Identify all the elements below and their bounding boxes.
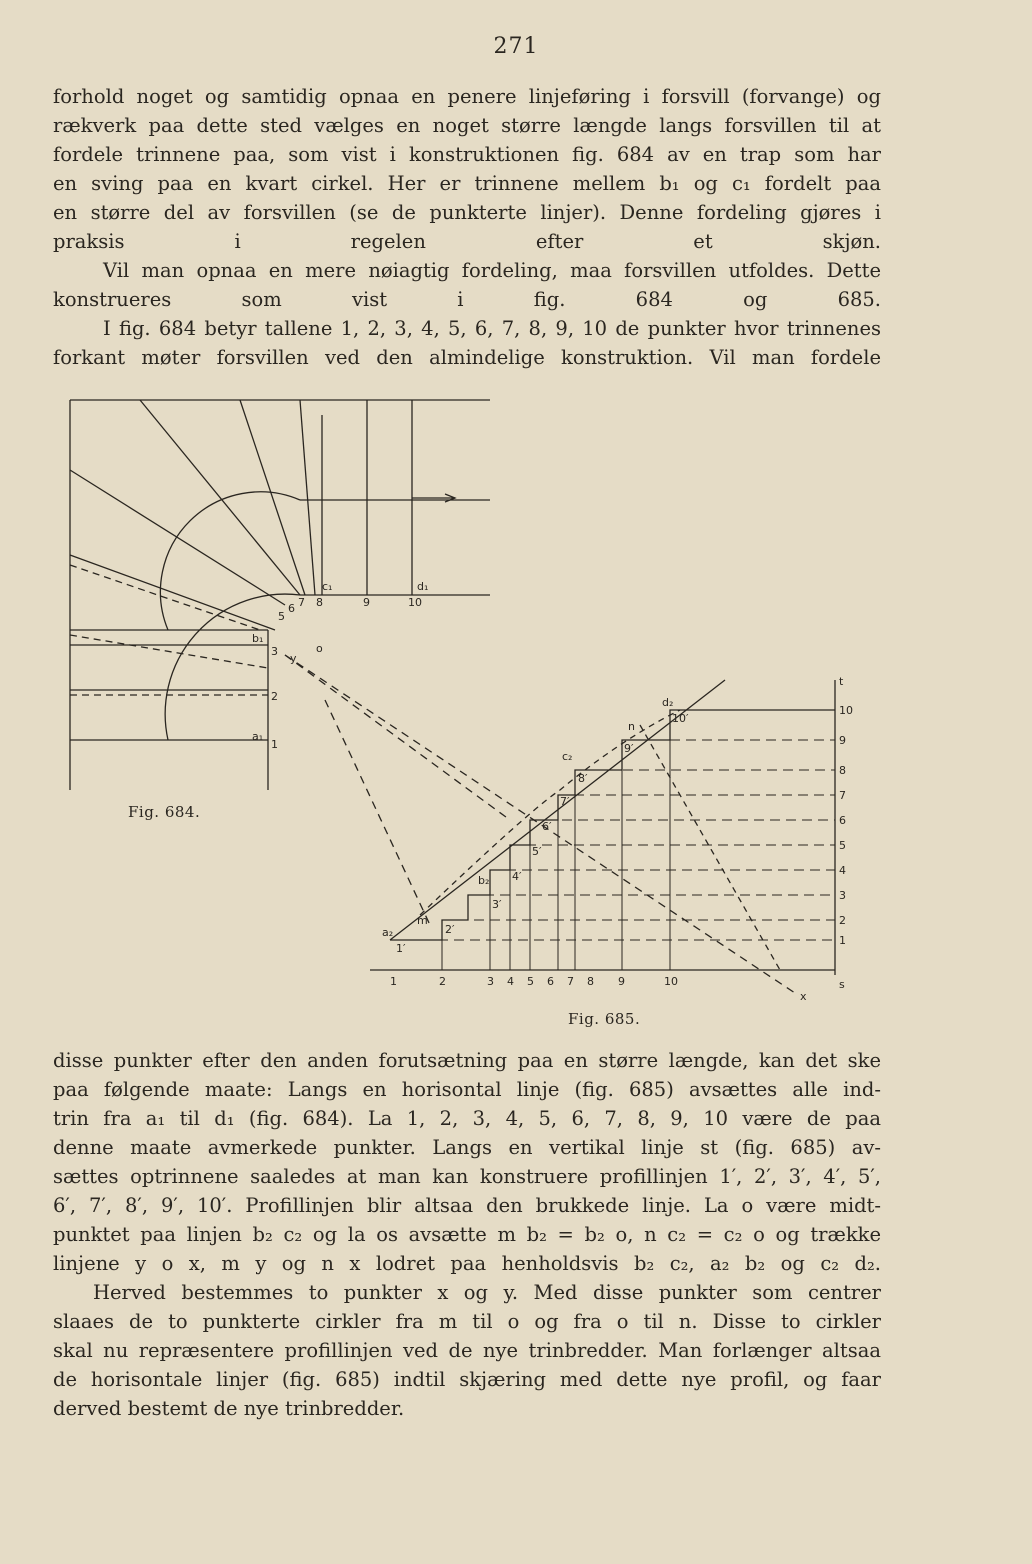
label-m: m: [417, 914, 428, 927]
text-line: forhold noget og samtidig opnaa en penere linjeføring i forsvill (forvange) og: [53, 85, 881, 108]
text-line: praksis i regelen efter et skjøn.: [53, 230, 881, 253]
profile-point-7: 7′: [560, 795, 570, 808]
text-line: denne maate avmerkede punkter. Langs en vertikal linje st (fig. 685) av-: [53, 1136, 881, 1159]
text-line: paa følgende maate: Langs en horisontal linje (fig. 685) avsættes alle ind-: [53, 1078, 881, 1101]
tick-right-4: 4: [839, 864, 846, 877]
label-y: y: [290, 652, 297, 665]
profile-point-3: 3′: [492, 898, 502, 911]
text-line: linjene y o x, m y og n x lodret paa henholdsvis b₂ c₂, a₂ b₂ og c₂ d₂.: [53, 1252, 881, 1275]
tick-bottom-3: 3: [487, 975, 494, 988]
label-s: s: [839, 978, 845, 991]
profile-point-10: 10′: [672, 712, 689, 725]
paragraph-top: [53, 82, 881, 256]
profile-point-6: 6′: [542, 820, 552, 833]
tick-right-7: 7: [839, 789, 846, 802]
profile-point-8: 8′: [578, 772, 588, 785]
text-line: konstrueres som vist i fig. 684 og 685.: [53, 288, 881, 311]
text-line: skal nu repræsentere profillinjen ved de nye trinbredder. Man forlænger altsaa: [53, 1339, 881, 1362]
label-c1: c₁: [322, 580, 333, 593]
profile-point-1: 1′: [396, 942, 406, 955]
tick-bottom-4: 4: [507, 975, 514, 988]
profile-point-5: 5′: [532, 845, 542, 858]
text-line: de horisontale linjer (fig. 685) indtil skjæring med dette nye profil, og faar: [53, 1368, 881, 1391]
label-d2: d₂: [662, 696, 674, 709]
figure-684-685: [60, 390, 860, 1040]
profile-point-9: 9′: [624, 742, 634, 755]
label-9: 9: [363, 596, 370, 609]
fig-684-caption: Fig. 684.: [128, 803, 201, 821]
label-7: 7: [298, 596, 305, 609]
text-line: I fig. 684 betyr tallene 1, 2, 3, 4, 5, 6, 7, 8, 9, 10 de punkter hvor trinnenes: [103, 317, 881, 340]
label-a1: a₁: [252, 730, 264, 743]
label-c2: c₂: [562, 750, 573, 763]
text-line: sættes optrinnene saaledes at man kan konstruere profillinjen 1′, 2′, 3′, 4′, 5′,: [53, 1165, 881, 1188]
text-line: punktet paa linjen b₂ c₂ og la os avsætte m b₂ = b₂ o, n c₂ = c₂ o og trække: [53, 1223, 881, 1246]
text-line: 6′, 7′, 8′, 9′, 10′. Profillinjen blir altsaa den brukkede linje. La o være midt-: [53, 1194, 881, 1217]
text-line: Vil man opnaa en mere nøiagtig fordeling, maa forsvillen utfoldes. Dette: [103, 259, 881, 282]
tick-bottom-10: 10: [664, 975, 678, 988]
paragraph-3: [53, 314, 881, 372]
label-1: 1: [271, 738, 278, 751]
tick-bottom-2: 2: [439, 975, 446, 988]
label-5: 5: [278, 610, 285, 623]
label-2: 2: [271, 690, 278, 703]
text-line: fordele trinnene paa, som vist i konstruktionen fig. 684 av en trap som har: [53, 143, 881, 166]
tick-bottom-5: 5: [527, 975, 534, 988]
text-line: derved bestemt de nye trinbredder.: [53, 1397, 405, 1420]
label-10: 10: [408, 596, 422, 609]
paragraph-2: [53, 256, 881, 314]
label-8: 8: [316, 596, 323, 609]
tick-right-10: 10: [839, 704, 853, 717]
tick-right-5: 5: [839, 839, 846, 852]
tick-bottom-8: 8: [587, 975, 594, 988]
label-b2: b₂: [478, 874, 490, 887]
label-a2: a₂: [382, 926, 394, 939]
text-line: disse punkter efter den anden forutsætning paa en større længde, kan det ske: [53, 1049, 881, 1072]
text-line: Herved bestemmes to punkter x og y. Med disse punkter som centrer: [93, 1281, 881, 1304]
label-n: n: [628, 720, 635, 733]
label-b1: b₁: [252, 632, 264, 645]
tick-right-8: 8: [839, 764, 846, 777]
text-line: en større del av forsvillen (se de punkterte linjer). Denne fordeling gjøres i: [53, 201, 881, 224]
text-line: trin fra a₁ til d₁ (fig. 684). La 1, 2, 3, 4, 5, 6, 7, 8, 9, 10 være de paa: [53, 1107, 881, 1130]
text-line: rækverk paa dette sted vælges en noget større længde langs forsvillen til at: [53, 114, 881, 137]
text-line: en sving paa en kvart cirkel. Her er trinnene mellem b₁ og c₁ fordelt paa: [53, 172, 881, 195]
tick-right-6: 6: [839, 814, 846, 827]
tick-bottom-9: 9: [618, 975, 625, 988]
label-d1: d₁: [417, 580, 429, 593]
text-line: slaaes de to punkterte cirkler fra m til o og fra o til n. Disse to cirkler: [53, 1310, 881, 1333]
tick-bottom-6: 6: [547, 975, 554, 988]
tick-right-1: 1: [839, 934, 846, 947]
label-6: 6: [288, 602, 295, 615]
tick-right-9: 9: [839, 734, 846, 747]
tick-right-2: 2: [839, 914, 846, 927]
fig-685-caption: Fig. 685.: [568, 1010, 641, 1028]
text-line: forkant møter forsvillen ved den almindelige konstruktion. Vil man fordele: [53, 346, 881, 369]
label-x: x: [800, 990, 807, 1003]
profile-point-4: 4′: [512, 870, 522, 883]
paragraph-bottom-2: [53, 1278, 881, 1423]
page-number: 271: [493, 34, 539, 59]
label-3: 3: [271, 645, 278, 658]
paragraph-bottom-1: [53, 1046, 881, 1278]
tick-bottom-7: 7: [567, 975, 574, 988]
tick-right-3: 3: [839, 889, 846, 902]
label-t: t: [839, 675, 844, 688]
label-o: o: [316, 642, 323, 655]
profile-point-2: 2′: [445, 923, 455, 936]
tick-bottom-1: 1: [390, 975, 397, 988]
